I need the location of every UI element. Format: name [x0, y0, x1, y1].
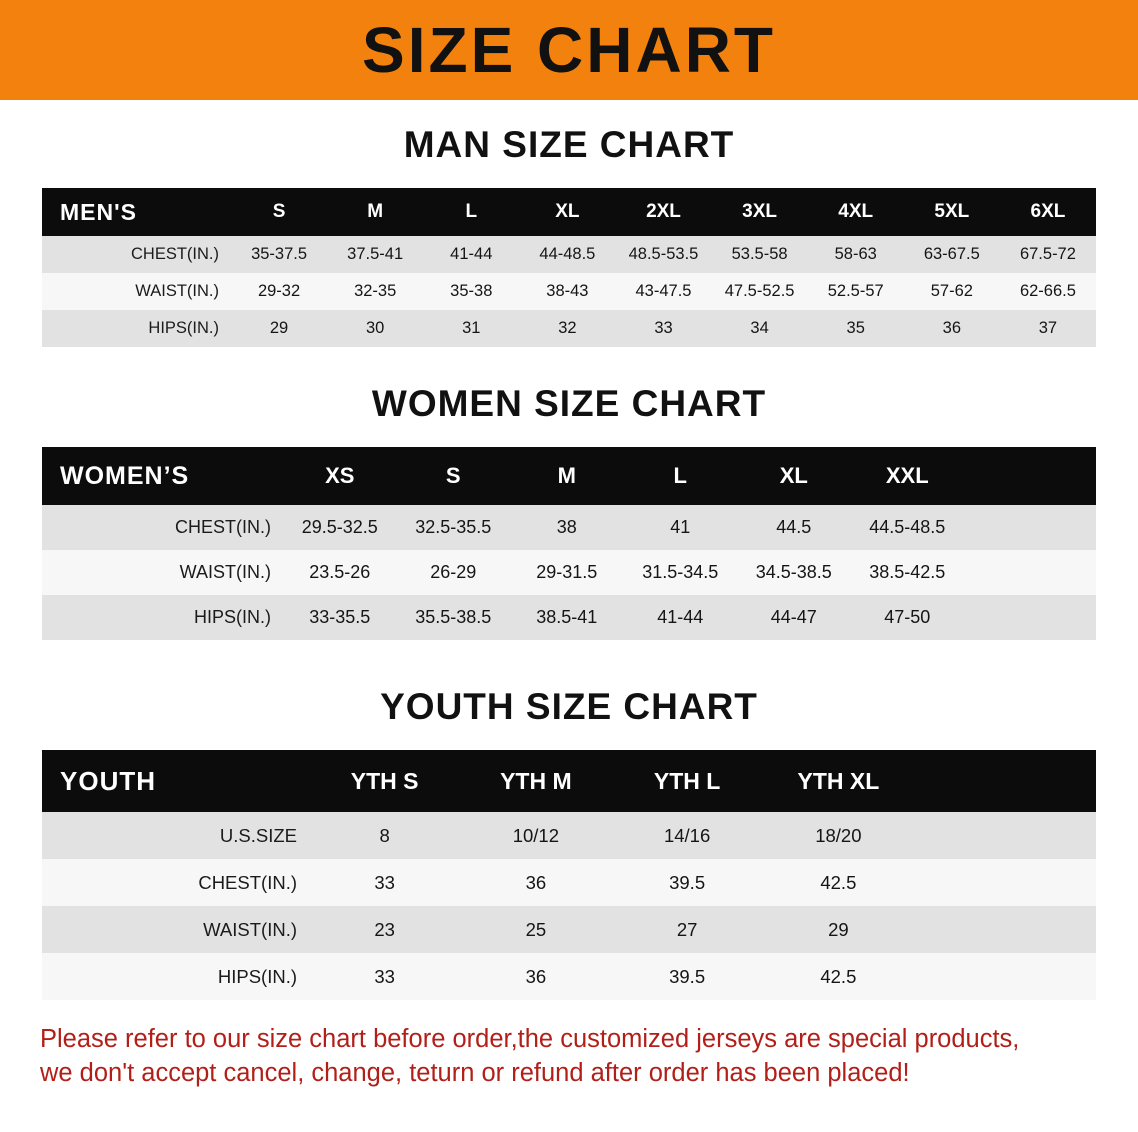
table-cell: 53.5-58: [731, 245, 788, 263]
women-col-1: XS: [325, 463, 355, 488]
table-cell: 23: [374, 918, 395, 940]
table-row: [42, 953, 1096, 1000]
table-cell: 32: [558, 319, 577, 337]
table-row: [42, 236, 1096, 273]
man-col-1: S: [272, 201, 286, 222]
youth-row-label-chest: CHEST(IN.): [198, 871, 297, 893]
table-cell: 41: [670, 517, 691, 537]
table-row: [42, 550, 1096, 595]
women-row-label-chest: CHEST(IN.): [175, 517, 271, 537]
women-size-table-wrap: [42, 447, 1096, 640]
youth-table-body: [42, 812, 1096, 1000]
disclaimer-note: [40, 1022, 1098, 1091]
table-cell: 35: [846, 319, 865, 337]
table-cell: 33: [374, 871, 395, 893]
women-col-5: XL: [779, 463, 808, 488]
youth-col-spacer: [914, 750, 1096, 812]
man-col-2: M: [367, 201, 384, 222]
man-corner-label: MEN'S: [60, 198, 137, 225]
youth-row-label-ussize: U.S.SIZE: [219, 824, 297, 846]
table-cell: 33: [374, 965, 395, 987]
table-row: [42, 812, 1096, 859]
man-row-label-chest: CHEST(IN.): [131, 245, 219, 263]
table-row: [42, 859, 1096, 906]
table-cell: 30: [365, 319, 385, 337]
table-cell: 33: [654, 319, 673, 337]
table-cell-spacer: [914, 953, 1096, 1000]
table-cell: 31.5-34.5: [642, 562, 719, 582]
table-cell: 32.5-35.5: [415, 517, 492, 537]
man-col-4: XL: [555, 201, 580, 222]
table-cell-spacer: [914, 812, 1096, 859]
table-cell: 10/12: [512, 824, 560, 846]
table-cell: 39.5: [669, 965, 706, 987]
women-row-label-hips: HIPS(IN.): [193, 607, 271, 627]
table-cell: 35-37.5: [251, 245, 308, 263]
table-cell: 32-35: [354, 282, 397, 300]
table-cell: 29: [828, 918, 849, 940]
man-col-9: 6XL: [1030, 201, 1066, 222]
youth-corner-label: YOUTH: [60, 765, 156, 796]
table-cell: 44-48.5: [539, 245, 596, 263]
table-cell: 34.5-38.5: [755, 562, 832, 582]
man-section-heading: MAN SIZE CHART: [403, 124, 735, 165]
table-cell: 18/20: [815, 824, 862, 846]
table-cell: 33-35.5: [309, 607, 371, 627]
table-cell: 26-29: [430, 562, 477, 582]
table-cell: 67.5-72: [1019, 245, 1076, 263]
table-cell: 41-44: [450, 245, 493, 263]
man-col-5: 2XL: [646, 201, 681, 222]
table-cell: 36: [942, 319, 961, 337]
table-cell: 63-67.5: [923, 245, 980, 263]
table-cell: 36: [525, 965, 547, 987]
table-cell: 58-63: [834, 245, 877, 263]
table-cell: 42.5: [820, 965, 857, 987]
table-header-row: [42, 447, 1096, 505]
table-cell: 38.5-42.5: [869, 562, 946, 582]
table-cell: 62-66.5: [1019, 282, 1076, 300]
table-cell: 44.5: [776, 517, 812, 537]
youth-size-table: [42, 750, 1096, 1000]
women-row-label-waist: WAIST(IN.): [179, 562, 271, 582]
table-cell: 34: [750, 319, 769, 337]
table-cell: 25: [525, 918, 547, 940]
table-cell-spacer: [964, 595, 1096, 640]
youth-col-4: YTH XL: [797, 767, 880, 794]
table-cell: 29-32: [257, 282, 301, 300]
table-cell: 37: [1038, 319, 1058, 337]
youth-row-label-waist: WAIST(IN.): [203, 918, 297, 940]
man-size-table-wrap: [42, 188, 1096, 347]
women-table-body: [42, 505, 1096, 640]
table-cell: 29-31.5: [536, 562, 598, 582]
table-cell: 38: [556, 517, 577, 537]
table-cell: 47-50: [884, 607, 931, 627]
table-cell-spacer: [914, 906, 1096, 953]
table-cell: 38.5-41: [536, 607, 598, 627]
man-row-label-waist: WAIST(IN.): [135, 282, 219, 300]
youth-section-heading: YOUTH SIZE CHART: [380, 686, 758, 727]
disclaimer-line-1: Please refer to our size chart before order,the customized jerseys are special products,: [40, 1025, 1020, 1053]
man-col-8: 5XL: [934, 201, 970, 222]
youth-table-header: [42, 750, 1096, 812]
table-cell: 37.5-41: [347, 245, 404, 263]
women-col-6: XXL: [885, 463, 929, 488]
man-size-table: [42, 188, 1096, 347]
table-row: [42, 505, 1096, 550]
disclaimer-line-2: we don't accept cancel, change, teturn or refund after order has been placed!: [40, 1059, 910, 1088]
table-cell: 8: [379, 824, 390, 846]
women-col-spacer: [964, 447, 1096, 505]
table-cell: 44.5-48.5: [869, 517, 946, 537]
man-table-body: [42, 236, 1096, 347]
women-size-table: [42, 447, 1096, 640]
table-cell: 14/16: [663, 824, 711, 846]
table-cell: 27: [676, 918, 698, 940]
table-header-row: [42, 750, 1096, 812]
women-section-heading: WOMEN SIZE CHART: [371, 383, 767, 424]
table-cell: 47.5-52.5: [724, 282, 795, 300]
table-cell-spacer: [964, 550, 1096, 595]
table-cell: 57-62: [930, 282, 973, 300]
women-corner-label: WOMEN’S: [60, 461, 190, 490]
table-cell: 23.5-26: [309, 562, 371, 582]
table-cell: 36: [525, 871, 547, 893]
table-cell: 31: [462, 319, 481, 337]
man-table-header: [42, 188, 1096, 236]
man-col-3: L: [465, 201, 478, 222]
page-title: SIZE CHART: [362, 14, 776, 86]
page-banner: [0, 0, 1138, 100]
table-cell: 41-44: [657, 607, 704, 627]
table-cell: 52.5-57: [827, 282, 884, 300]
youth-col-3: YTH L: [653, 767, 721, 794]
table-cell: 29.5-32.5: [301, 517, 378, 537]
youth-size-table-wrap: [42, 750, 1096, 1000]
table-cell-spacer: [914, 859, 1096, 906]
table-cell: 43-47.5: [635, 282, 692, 300]
table-cell: 48.5-53.5: [628, 245, 699, 263]
table-row: [42, 273, 1096, 310]
women-col-2: S: [445, 463, 461, 488]
table-cell: 38-43: [546, 282, 589, 300]
man-col-7: 4XL: [838, 201, 874, 222]
table-row: [42, 906, 1096, 953]
youth-row-label-hips: HIPS(IN.): [217, 965, 297, 987]
table-header-row: [42, 188, 1096, 236]
table-row: [42, 595, 1096, 640]
table-cell: 29: [269, 319, 289, 337]
man-row-label-hips: HIPS(IN.): [148, 319, 219, 337]
youth-col-1: YTH S: [350, 767, 419, 794]
women-table-header: [42, 447, 1096, 505]
table-cell: 42.5: [820, 871, 857, 893]
table-cell: 44-47: [770, 607, 817, 627]
youth-col-2: YTH M: [500, 767, 572, 794]
women-col-3: M: [557, 463, 576, 488]
table-cell-spacer: [964, 505, 1096, 550]
table-row: [42, 310, 1096, 347]
table-cell: 35.5-38.5: [415, 607, 492, 627]
table-cell: 35-38: [450, 282, 493, 300]
women-col-4: L: [673, 463, 687, 488]
table-cell: 39.5: [669, 871, 706, 893]
man-col-6: 3XL: [742, 201, 778, 222]
